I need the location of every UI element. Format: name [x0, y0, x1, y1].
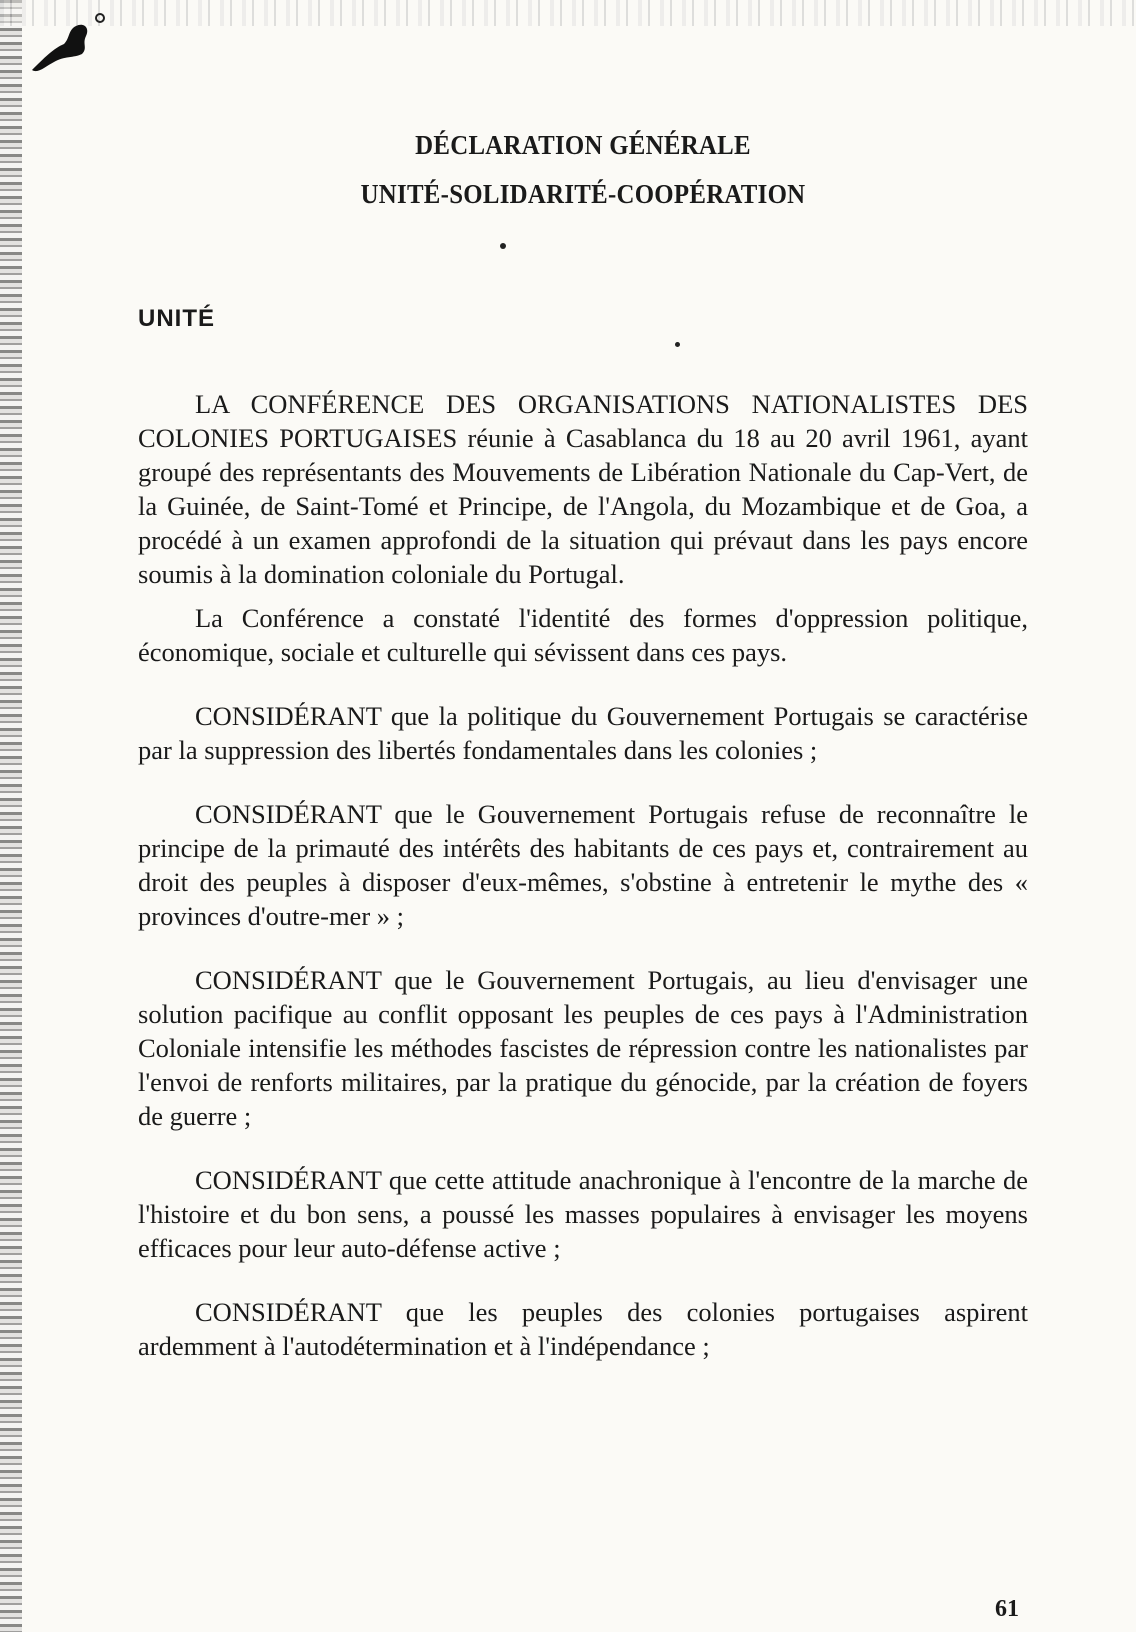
title-dot — [500, 243, 506, 249]
paragraph: CONSIDÉRANT que les peuples des colonies portugaises aspirent ardemment à l'autodétermination et à l'indépendance ; — [138, 1297, 1028, 1361]
scan-edge-left — [0, 0, 22, 1632]
section-heading: UNITÉ — [138, 305, 215, 332]
stray-dot — [675, 342, 680, 347]
document-title: DÉCLARATION GÉNÉRALE — [415, 130, 751, 160]
paragraph: CONSIDÉRANT que le Gouvernement Portugais, au lieu d'envisager une solution pacifique au conflit opposant les peuples de ces pays à l'Administration Coloniale intensifie les méthodes fascistes de répression contre les nationalistes par l'envoi de renforts militaires, par la pratique du génocide, par la création de foyers de guerre ; — [138, 965, 1028, 1131]
title-block — [0, 130, 1136, 210]
ink-blot-mark — [24, 8, 114, 78]
document-subtitle: UNITÉ-SOLIDARITÉ-COOPÉRATION — [360, 179, 806, 209]
body-text — [138, 387, 1028, 1363]
paragraph: La Conférence a constaté l'identité des formes d'oppression politique, économique, sociale et culturelle qui sévissent dans ces pays. — [138, 603, 1028, 667]
scan-edge-top — [0, 0, 1136, 26]
paragraph: CONSIDÉRANT que le Gouvernement Portugais refuse de reconnaître le principe de la primauté des intérêts des habitants de ces pays et, contrairement au droit des peuples à disposer d'eux-mêmes, s'obstine à entretenir le mythe des « provinces d'outre-mer » ; — [138, 799, 1028, 931]
page-number: 61 — [995, 1596, 1019, 1622]
paragraph: CONSIDÉRANT que la politique du Gouvernement Portugais se caractérise par la suppression des libertés fondamentales dans les colonies ; — [138, 701, 1028, 765]
paragraph: CONSIDÉRANT que cette attitude anachronique à l'encontre de la marche de l'histoire et du bon sens, a poussé les masses populaires à envisager les moyens efficaces pour leur auto-défense active ; — [138, 1165, 1028, 1263]
paragraph: LA CONFÉRENCE DES ORGANISATIONS NATIONALISTES DES COLONIES PORTUGAISES réunie à Casablanca du 18 au 20 avril 1961, ayant groupé des représentants des Mouvements de Libération Nationale du Cap-Vert, de la Guinée, de Saint-Tomé et Principe, de l'Angola, du Mozambique et de Goa, a procédé à un examen approfondi de la situation qui prévaut dans les pays encore soumis à la domination coloniale du Portugal. — [138, 389, 1028, 589]
